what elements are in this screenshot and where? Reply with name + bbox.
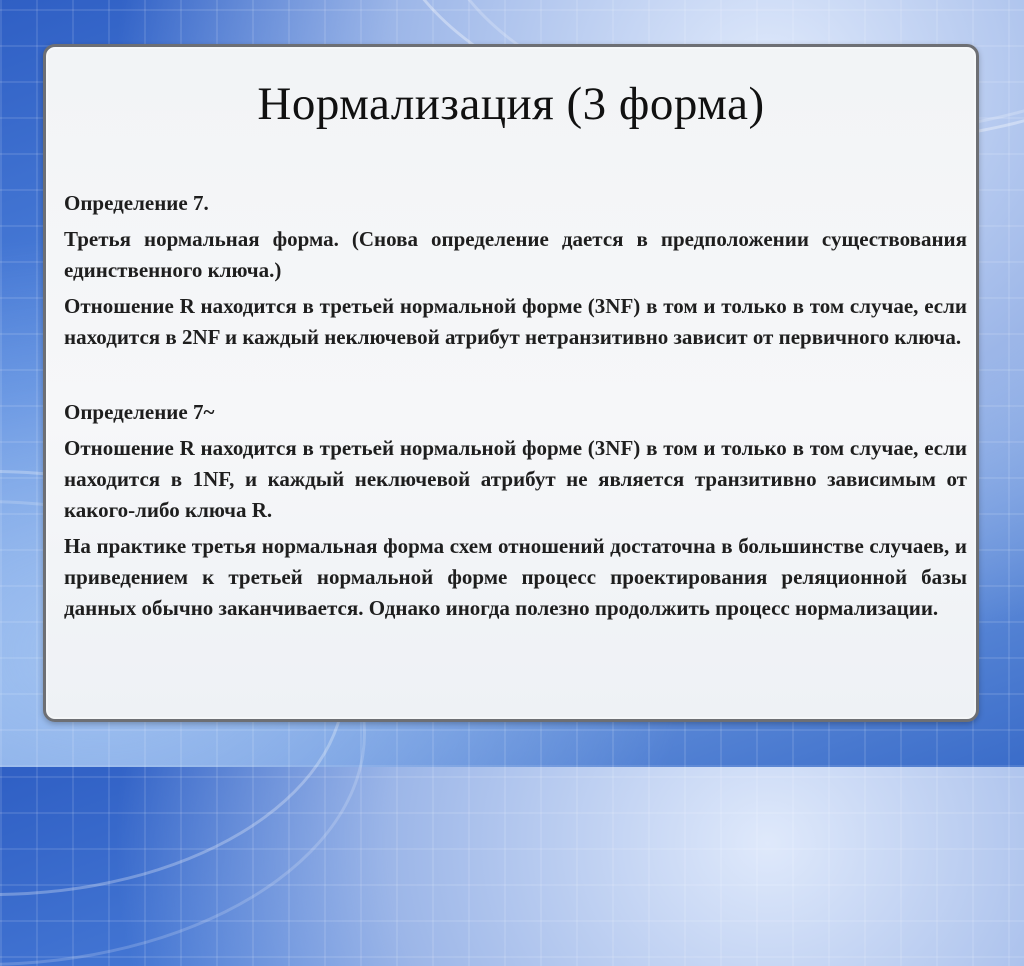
- paragraph: Третья нормальная форма. (Снова определение дается в предположении существования единственного ключа.): [64, 227, 967, 282]
- paragraph: Отношение R находится в третьей нормальной форме (3NF) в том и только в том случае, если находится в 2NF и каждый неключевой атрибут нетранзитивно зависит от первичного ключа.: [64, 294, 967, 349]
- slide-content: [64, 188, 967, 629]
- definition-heading: Определение 7.: [64, 191, 209, 215]
- slide-panel: [43, 44, 979, 722]
- spacer: [64, 358, 967, 397]
- definition-heading: Определение 7~: [64, 400, 215, 424]
- paragraph: Отношение R находится в третьей нормальной форме (3NF) в том и только в том случае, если находится в 1NF, и каждый неключевой атрибут не является транзитивно зависимым от какого-либо ключа R.: [64, 436, 967, 522]
- page-title: Нормализация (3 форма): [257, 78, 765, 130]
- paragraph: На практике третья нормальная форма схем отношений достаточна в большинстве случаев, и приведением к третьей нормальной форме процесс проектирования реляционной базы данных обычно заканчивается. Однако иногда полезно продолжить процесс нормализации.: [64, 534, 967, 620]
